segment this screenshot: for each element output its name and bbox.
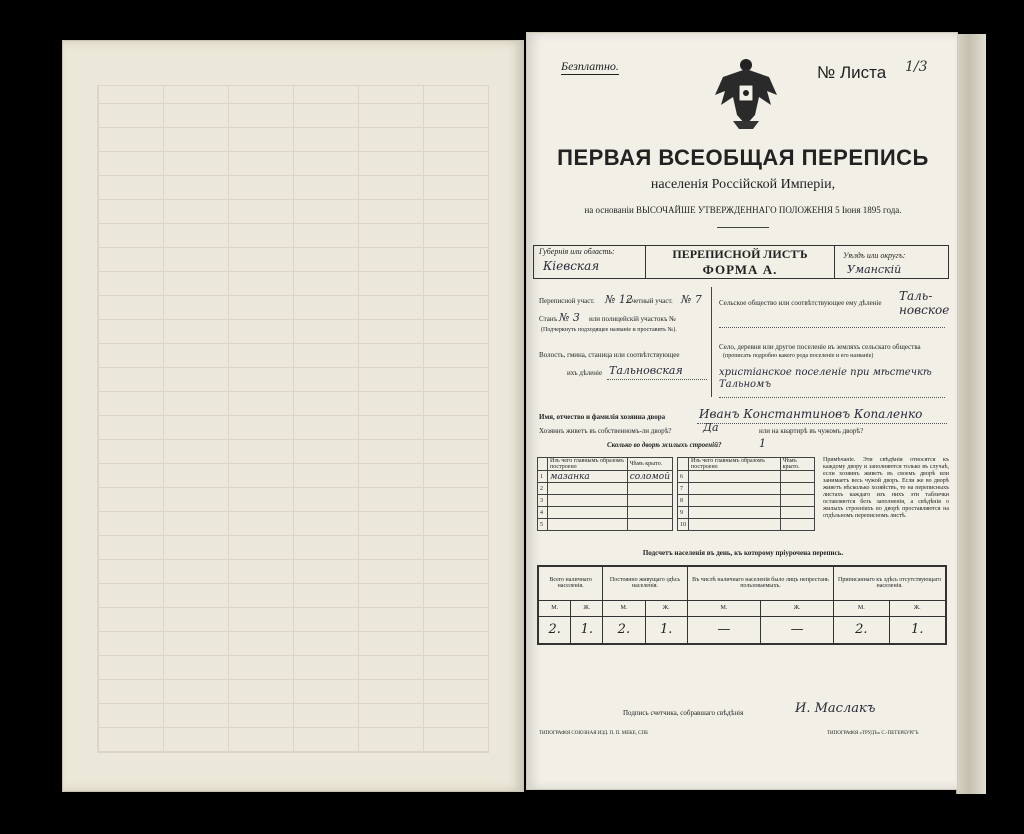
uchastok-label: Переписной участ. — [539, 297, 595, 305]
sign-value: И. Маслакъ — [795, 701, 876, 716]
lives-value: Да — [703, 421, 719, 434]
society-underline — [719, 327, 945, 328]
stan-label: Станъ — [539, 315, 558, 323]
uezd-value: Уманскій — [847, 263, 902, 276]
header-zh: Ж. — [571, 600, 603, 616]
group-permanent: Постоянно живущаго здѣсь населенія. — [603, 566, 688, 600]
sign-label: Подпись счетчика, собравшаго свѣдѣнія — [623, 709, 744, 717]
col-material-header: Изъ чего главнымъ образомъ построено — [548, 458, 628, 471]
value-cell: 2. — [834, 616, 889, 644]
header-m: М. — [834, 600, 889, 616]
stan-value: № 3 — [559, 311, 580, 324]
value-cell: 2. — [603, 616, 645, 644]
village-underline — [719, 397, 945, 398]
volost-value: Тальновская — [609, 364, 683, 377]
table-row: 2 — [538, 483, 673, 495]
header-zh: Ж. — [889, 600, 946, 616]
header-m: М. — [687, 600, 760, 616]
table-row: 8 — [678, 495, 815, 507]
uezd-label: Уѣздъ или округъ: — [843, 251, 906, 260]
summary-title: Подсчетъ населенія въ день, къ которому пріурочена перепись. — [642, 549, 844, 557]
gubernia-value: Кіевская — [543, 259, 600, 273]
census-title: ПЕРВАЯ ВСЕОБЩАЯ ПЕРЕПИСЬ — [557, 145, 929, 170]
schetny-label: Счетный участ. — [627, 297, 673, 305]
volost-underline — [607, 379, 707, 380]
table-row: 7 — [678, 483, 815, 495]
value-cell: — — [760, 616, 833, 644]
value-cell: 1. — [889, 616, 946, 644]
form-title: ФОРМА А. — [702, 262, 778, 277]
owner-label: Имя, отчество и фамилія хозяина двора — [539, 413, 666, 421]
left-page-faded-grid — [97, 85, 489, 753]
census-form-page — [526, 32, 958, 790]
sheet-number-label: № Листа — [817, 63, 887, 82]
census-basis: на основаніи ВЫСОЧАЙШЕ УТВЕРЖДЕННАГО ПОЛОЖЕНІЯ 5 Іюня 1895 года. — [584, 205, 902, 215]
uchastok-value: № 12 — [605, 293, 633, 306]
table-row: 4 — [538, 507, 673, 519]
ee-label: ихъ дѣленіе — [567, 369, 603, 377]
header-m: М. — [603, 600, 645, 616]
police-label: или полицейскій участокъ № — [589, 315, 676, 323]
village-label: Село, деревня или другое поселеніе въ земляхъ сельскаго общества — [719, 343, 921, 351]
volost-label: Волость, гмина, станица или соотвѣтствующее — [539, 351, 680, 359]
buildings-value: 1 — [759, 437, 766, 450]
sheet-title: ПЕРЕПИСНОЙ ЛИСТЪ — [672, 247, 808, 261]
free-label: Безплатно. — [561, 59, 619, 73]
buildings-table-right: Изъ чего главнымъ образомъ построено Чѣмъ крыто. 6 7 8 9 10 — [677, 457, 815, 531]
society-label: Сельское общество или соотвѣтствующее ему дѣленіе — [719, 299, 882, 307]
table-row: 1 мазанка соломой — [538, 471, 673, 483]
col-roof-header: Чѣмъ крыто. — [627, 458, 672, 471]
sheet-number-value: 1/3 — [905, 59, 928, 75]
value-cell: 1. — [645, 616, 687, 644]
census-subtitle: населенія Россійской Имперіи, — [650, 177, 836, 192]
table-row: 10 — [678, 519, 815, 531]
summary-table — [537, 565, 947, 645]
ornament-divider — [717, 227, 769, 228]
owner-value: Иванъ Константиновъ Копаленко — [699, 407, 923, 421]
table-row: 9 — [678, 507, 815, 519]
group-temporary: Въ числѣ наличнаго населенія было лицъ непрестань пользоваемыхъ. — [687, 566, 833, 600]
value-cell: — — [687, 616, 760, 644]
underline-note: (Подчеркнуть подходящее названіе и проставить №). — [541, 327, 677, 333]
village-value: христіанское поселеніе при мѣстечкѣ Тальномъ — [719, 367, 932, 390]
print-left: ТИПОГРАФІЯ СОЮЗНАЯ ИЗД. П. П. МЕКЕ, СПБ — [539, 731, 648, 736]
lives-label: Хозяинъ живетъ въ собственномъ-ли дворѣ? — [539, 427, 672, 435]
page-stack-edge — [956, 34, 986, 794]
header-m: М. — [538, 600, 571, 616]
imperial-eagle-icon — [713, 55, 779, 131]
village-note: (прописать подробно какого рода поселеніе и его названіе) — [723, 353, 874, 359]
left-page-blank — [62, 40, 524, 792]
group-absent: Приписаннаго къ здѣсь отсутствующаго населенія. — [834, 566, 946, 600]
table-row: 3 — [538, 495, 673, 507]
value-cell: 1. — [571, 616, 603, 644]
group-total: Всего наличнаго населенія. — [538, 566, 603, 600]
column-divider — [711, 287, 712, 397]
rent-label: или на квартирѣ въ чужомъ дворѣ? — [759, 427, 864, 435]
value-cell: 2. — [538, 616, 571, 644]
gubernia-label: Губернія или область: — [539, 247, 615, 256]
note-text: Примѣчаніе. Эти свѣдѣнія относятся къ каждому двору и заполняются только въ случаѣ, если хозяинъ живетъ въ своемъ дворѣ или занимаетъ весь чужой дворъ. Если же во дворѣ живетъ нѣсколько хозяйствъ, то на переписныхъ листахъ каждаго изъ нихъ эти таблички оставляются безъ заполненія, а свѣдѣнія о жилыхъ строеніяхъ во дворѣ проставляются на отдѣльномъ переписномъ листѣ. — [823, 457, 949, 519]
header-zh: Ж. — [760, 600, 833, 616]
society-value: Таль-новское — [899, 289, 950, 317]
header-zh: Ж. — [645, 600, 687, 616]
schetny-value: № 7 — [681, 293, 702, 306]
print-right: ТИПОГРАФІЯ «ТРУДЪ» С.-ПЕТЕРБУРГЪ — [827, 731, 919, 736]
owner-underline — [697, 423, 947, 424]
table-row: 6 — [678, 471, 815, 483]
buildings-label: Сколько во дворѣ жилыхъ строеній? — [607, 441, 722, 449]
table-row: 5 — [538, 519, 673, 531]
buildings-table-left — [537, 457, 673, 531]
